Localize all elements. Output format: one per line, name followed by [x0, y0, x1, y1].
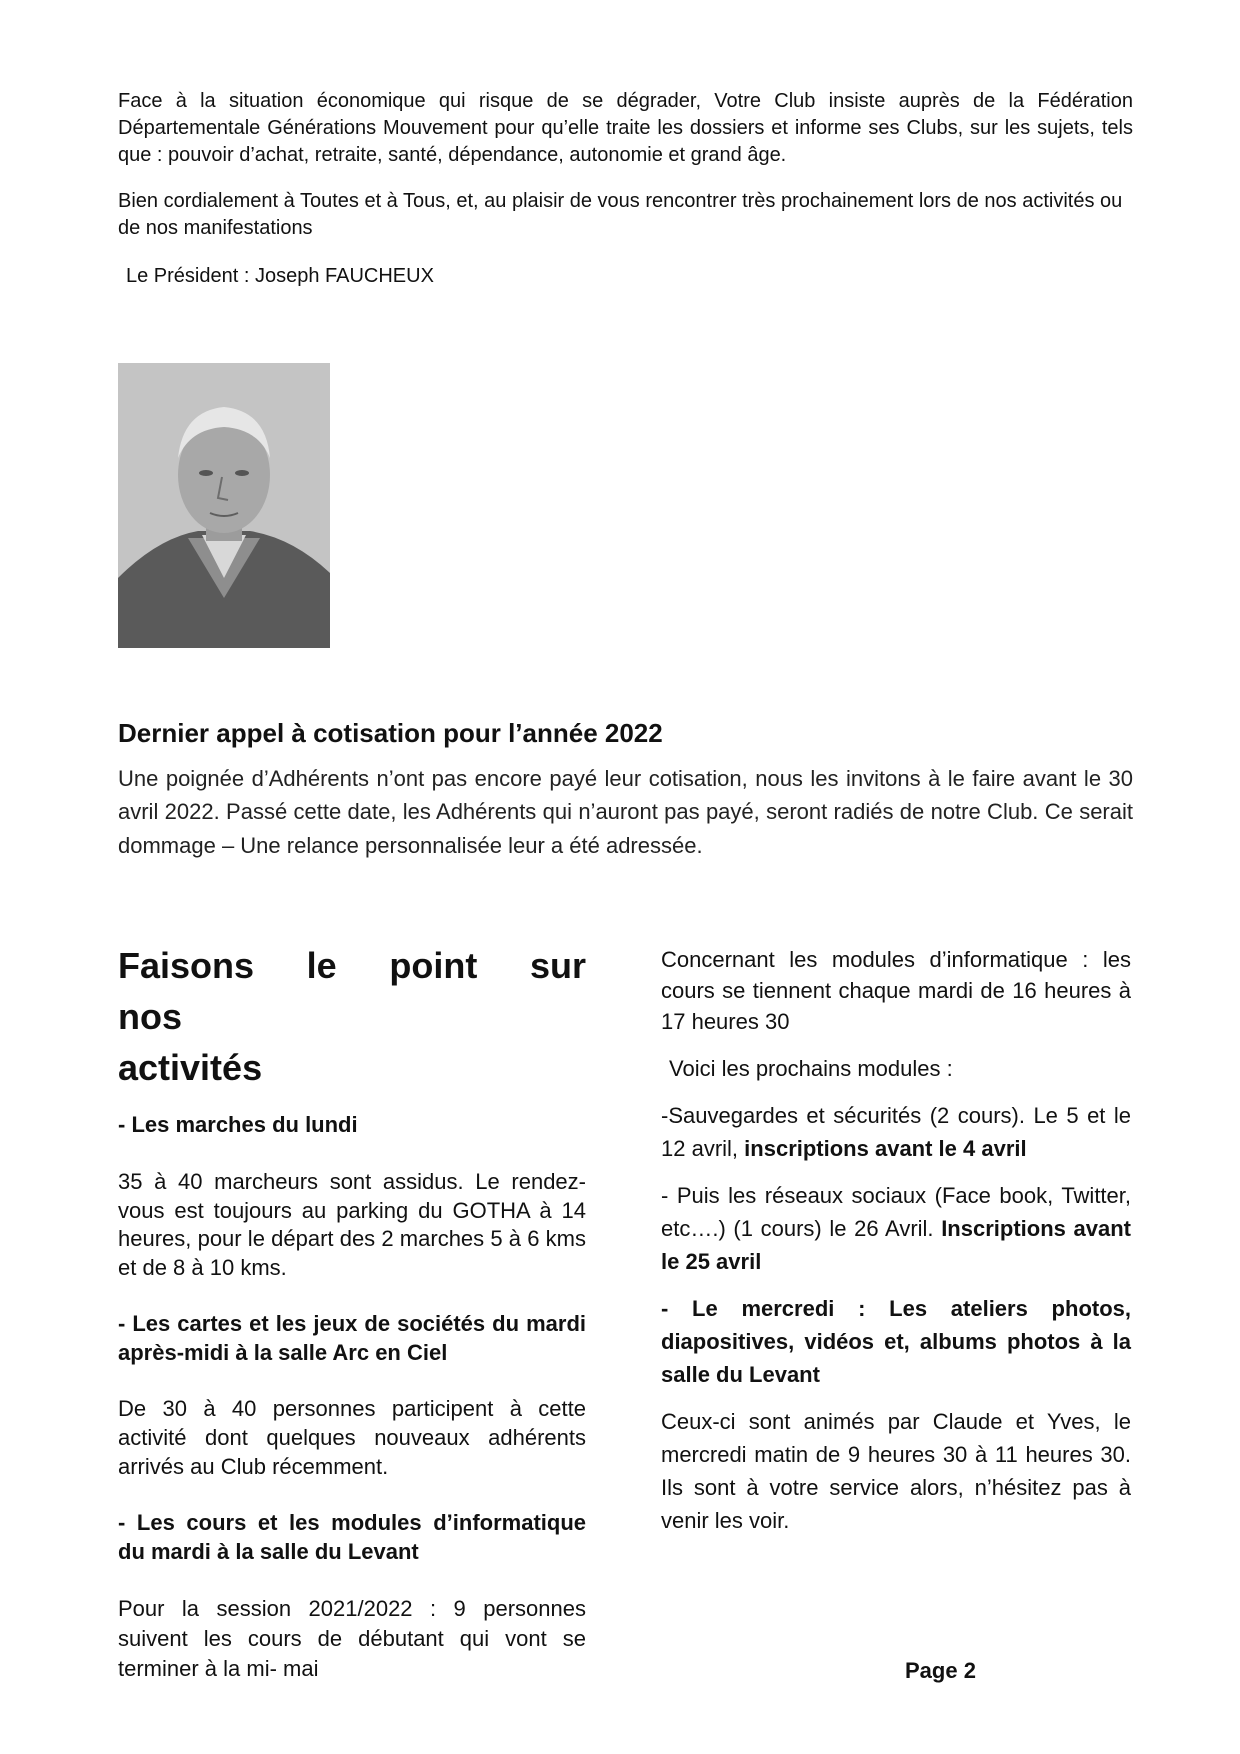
- reseaux-text: - Puis les réseaux sociaux (Face book, Twitter, etc….) (1 cours) le 26 Avril.: [661, 1182, 1131, 1241]
- sauvegardes-deadline: inscriptions avant le 4 avril: [744, 1135, 1027, 1161]
- sauvegardes-item: [661, 1099, 1131, 1165]
- intro-paragraph-1: Face à la situation économique qui risque de se dégrader, Votre Club insiste auprès de la Fédération Départementale Générations Mouvement pour qu’elle traite les dossiers et informe ses Clubs, sur les sujets, tels que : pouvoir d’achat, retraite, santé, dépendance, autonomie et grand âge.: [118, 90, 1133, 166]
- mercredi-body: Ceux-ci sont animés par Claude et Yves, le mercredi matin de 9 heures 30 à 11 heures 30. Ils sont à votre service alors, n’hésitez pas à venir les voir.: [661, 1408, 1131, 1533]
- activities-right-column: [661, 944, 1131, 1551]
- marches-heading: - Les marches du lundi: [118, 1112, 358, 1138]
- informatique-body: Pour la session 2021/2022 : 9 personnes suivent les cours de débutant qui vont se terminer à la mi- mai: [118, 1596, 586, 1682]
- next-modules-label: Voici les prochains modules :: [669, 1055, 953, 1081]
- activities-left-column: [118, 940, 586, 1684]
- cotisation-body: Une poignée d’Adhérents n’ont pas encore payé leur cotisation, nous les invitons à le faire avant le 30 avril 2022. Passé cette date, les Adhérents qui n’auront pas payé, seront radiés de notre Club. Ce serait dommage – Une relance personnalisée leur a été adressée.: [118, 766, 1133, 858]
- cotisation-title: Dernier appel à cotisation pour l’année 2022: [118, 718, 663, 748]
- portrait-photo: [118, 363, 330, 648]
- reseaux-deadline: Inscriptions avant le 25 avril: [661, 1215, 1131, 1274]
- cartes-heading: - Les cartes et les jeux de sociétés du mardi après-midi à la salle Arc en Ciel: [118, 1311, 586, 1365]
- marches-body: 35 à 40 marcheurs sont assidus. Le rendez-vous est toujours au parking du GOTHA à 14 heures, pour le départ des 2 marches 5 à 6 kms et de 8 à 10 kms.: [118, 1168, 586, 1280]
- intro-section: [118, 88, 1133, 262]
- informatique-heading: - Les cours et les modules d’informatique du mardi à la salle du Levant: [118, 1510, 586, 1564]
- reseaux-item: [661, 1179, 1131, 1278]
- activities-title-line-1: Faisons le point sur nos: [118, 945, 586, 1038]
- mercredi-heading: - Le mercredi : Les ateliers photos, diapositives, vidéos et, albums photos à la salle du Levant: [661, 1295, 1131, 1387]
- intro-paragraph-2: Bien cordialement à Toutes et à Tous, et, au plaisir de vous rencontrer très prochainement lors de nos activités ou de nos manifestations: [118, 190, 1123, 240]
- sauvegardes-text: -Sauvegardes et sécurités (2 cours). Le 5 et le 12 avril,: [661, 1102, 1131, 1161]
- activities-title-line-2: activités: [118, 1047, 263, 1089]
- president-portrait: [118, 363, 330, 648]
- activities-title: [118, 940, 586, 1093]
- modules-intro: Concernant les modules d’informatique : les cours se tiennent chaque mardi de 16 heures à 17 heures 30: [661, 947, 1131, 1035]
- cartes-body: De 30 à 40 personnes participent à cette activité dont quelques nouveaux adhérents arrivés au Club récemment.: [118, 1396, 586, 1479]
- president-signature: Le Président : Joseph FAUCHEUX: [126, 265, 434, 287]
- page-number: Page 2: [905, 1658, 976, 1683]
